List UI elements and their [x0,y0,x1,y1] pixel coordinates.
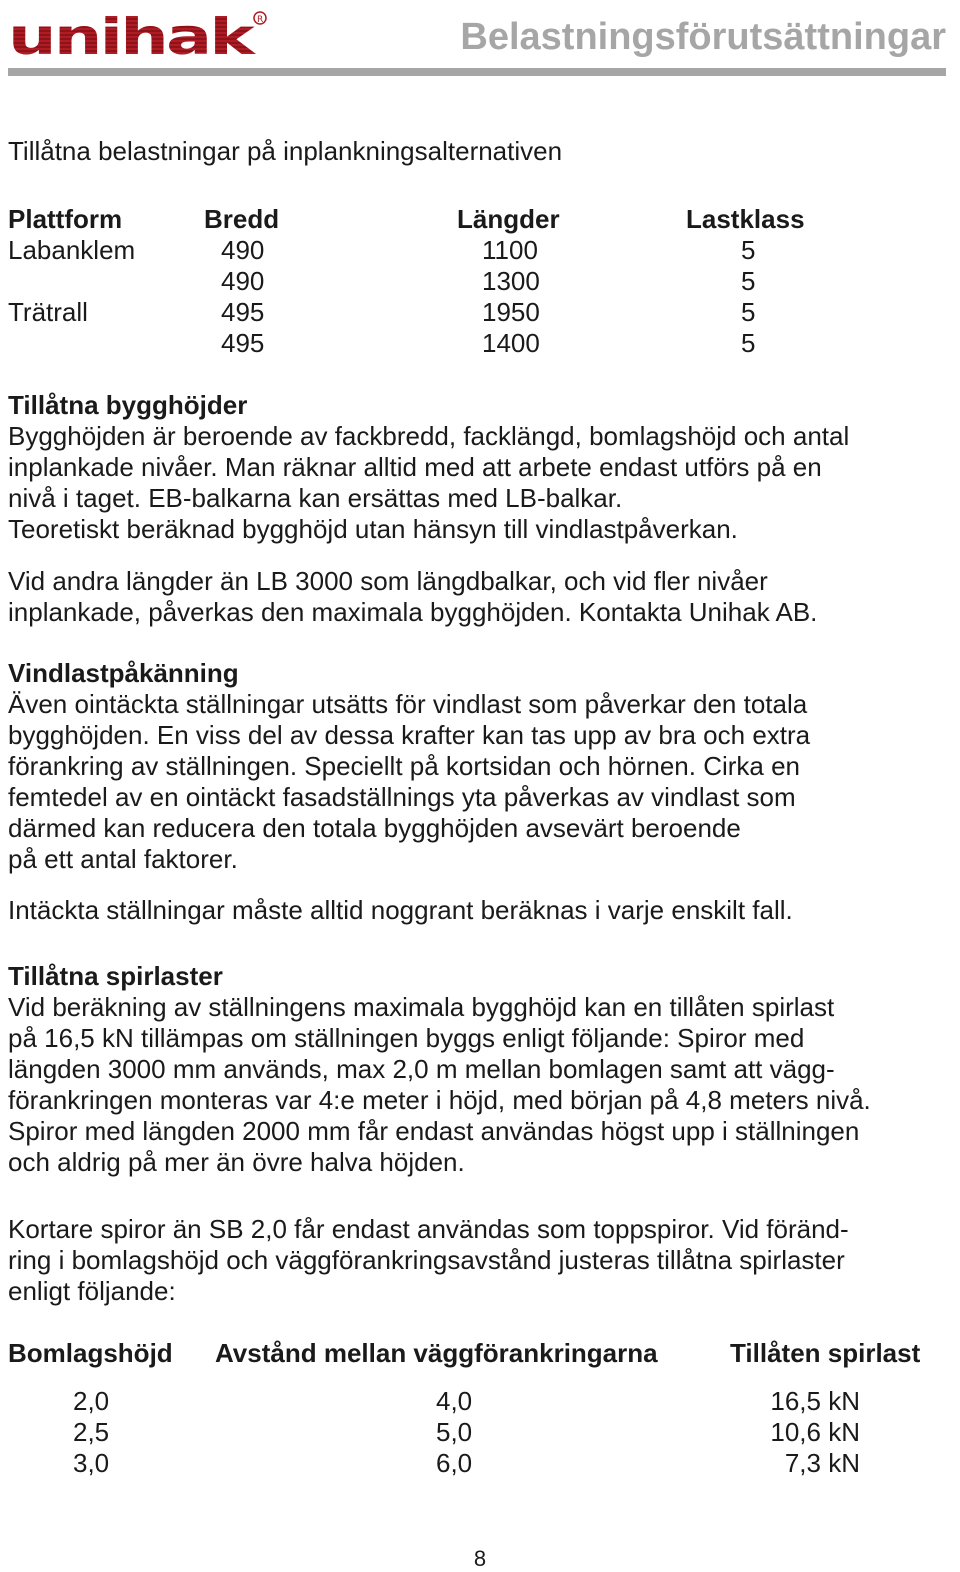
spirlaster-note [8,1214,958,1307]
spirlast-header-bomlagshojd: Bomlagshöjd [8,1338,173,1368]
length-cell: 1100 [482,235,538,265]
body-line: Spiror med längden 2000 mm får endast användas högst upp i ställningen [8,1116,860,1146]
body-line: nivå i taget. EB-balkarna kan ersättas med LB-balkar. [8,483,623,513]
bomlag-cell: 2,5 [73,1417,110,1447]
body-line: på ett antal faktorer. [8,844,238,874]
distance-cell: 4,0 [436,1386,473,1416]
load-class-cell: 5 [741,235,756,265]
width-cell: 490 [221,235,265,265]
body-line: förankring av ställningen. Speciellt på kortsidan och hörnen. Cirka en [8,751,801,781]
header-divider [8,68,946,76]
spirlast-cell: 16,5 kN [770,1386,860,1416]
platform-cell: Labanklem [8,235,136,265]
body-line: därmed kan reducera den totala bygghöjden avsevärt beroende [8,813,741,843]
page-number: 8 [473,1546,487,1571]
load-class-cell: 5 [741,266,756,296]
body-line: inplankade, påverkas den maximala bygghöjden. Kontakta Unihak AB. [8,597,818,627]
section-heading: Vindlastpåkänning [8,658,239,688]
length-cell: 1300 [482,266,540,296]
brand-logo-mark [8,8,268,60]
brand-logo [8,8,268,60]
body-line: inplankade nivåer. Man räknar alltid med att arbete endast utförs på en [8,452,822,482]
body-line: Även ointäckta ställningar utsätts för vindlast som påverkar den totala [8,689,808,719]
length-cell: 1950 [482,297,540,327]
load-class-cell: 5 [741,297,756,327]
section-spirlaster [8,961,958,1178]
body-line: på 16,5 kN tillämpas om ställningen byggs enligt följande: Spiror med [8,1023,805,1053]
body-line: enligt följande: [8,1276,176,1306]
section-vindlast [8,658,958,875]
width-cell: 490 [221,266,265,296]
load-class-cell: 5 [741,328,756,358]
body-line: Vid beräkning av ställningens maximala bygghöjd kan en tillåten spirlast [8,992,835,1022]
length-cell: 1400 [482,328,540,358]
width-cell: 495 [221,328,265,358]
platform-cell: Trätrall [8,297,88,327]
platform-header-plattform: Plattform [8,204,123,234]
bomlag-cell: 2,0 [73,1386,110,1416]
section-heading: Tillåtna bygghöjder [8,390,248,420]
distance-cell: 5,0 [436,1417,473,1447]
spirlast-header-spirlast: Tillåten spirlast [730,1338,921,1368]
intro-text: Tillåtna belastningar på inplankningsalternativen [8,136,563,166]
body-line: ring i bomlagshöjd och väggförankringsavstånd justeras tillåtna spirlaster [8,1245,845,1275]
body-line: Teoretiskt beräknad bygghöjd utan hänsyn till vindlastpåverkan. [8,514,738,544]
body-line: Bygghöjden är beroende av fackbredd, facklängd, bomlagshöjd och antal [8,421,850,451]
width-cell: 495 [221,297,265,327]
svg-text:unihak: unihak [8,8,258,60]
body-line: Kortare spiror än SB 2,0 får endast användas som toppspiror. Vid föränd- [8,1214,849,1244]
body-line: förankringen monteras var 4:e meter i höjd, med början på 4,8 meters nivå. [8,1085,871,1115]
page-title: Belastningsförutsättningar [460,16,946,58]
spirlast-cell: 7,3 kN [784,1448,860,1478]
svg-text:R: R [257,15,264,25]
body-line: längden 3000 mm används, max 2,0 m mellan bomlagen samt att vägg- [8,1054,835,1084]
bomlag-cell: 3,0 [73,1448,110,1478]
body-line: Vid andra längder än LB 3000 som längdbalkar, och vid fler nivåer [8,566,768,596]
vindlast-note [8,895,958,926]
body-line: femtedel av en ointäckt fasadställnings yta påverkas av vindlast som [8,782,796,812]
section-heading: Tillåtna spirlaster [8,961,223,991]
platform-header-langder: Längder [457,204,560,234]
spirlast-header-avstand: Avstånd mellan väggförankringarna [215,1338,658,1368]
platform-header-lastklass: Lastklass [686,204,805,234]
bygghojder-note [8,566,958,628]
body-line: och aldrig på mer än övre halva höjden. [8,1147,465,1177]
body-line: Intäckta ställningar måste alltid noggrant beräknas i varje enskilt fall. [8,895,793,925]
section-bygghojder [8,390,958,545]
distance-cell: 6,0 [436,1448,473,1478]
platform-header-bredd: Bredd [204,204,280,234]
spirlast-cell: 10,6 kN [770,1417,860,1447]
body-line: bygghöjden. En viss del av dessa krafter kan tas upp av bra och extra [8,720,811,750]
